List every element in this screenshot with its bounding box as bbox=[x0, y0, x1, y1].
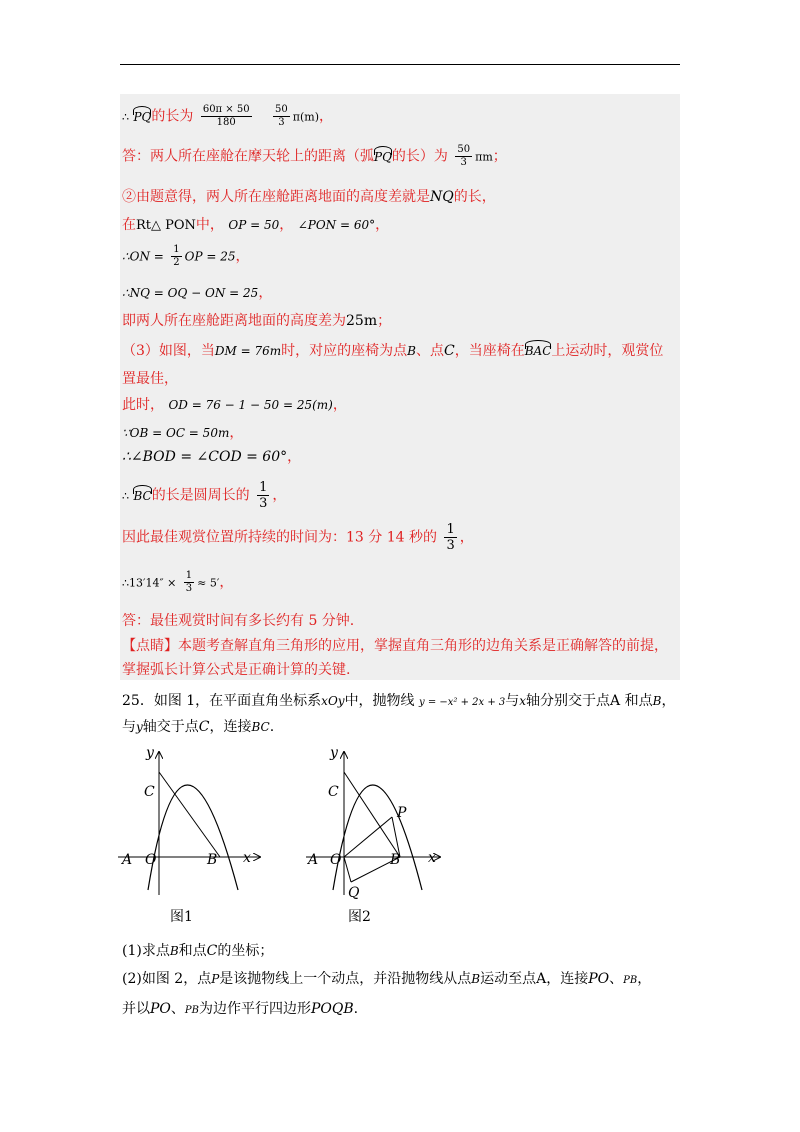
label-a: A bbox=[308, 852, 319, 868]
label-y: y bbox=[146, 745, 154, 761]
fraction: $\frac{60\pi \times 50}{180}$ bbox=[202, 104, 250, 128]
fraction: $\frac{50}{3}$ bbox=[275, 104, 288, 128]
arc-bac: BAC bbox=[525, 340, 552, 358]
arc-bc: BC bbox=[133, 485, 151, 503]
answer-line-13: ∴ BC的长是圆周长的 $\frac{1}{3}$ ， bbox=[122, 480, 287, 511]
label-c: C bbox=[328, 784, 339, 800]
answer-line-16: 答：最佳观赏时间有多长约有 5 分钟. bbox=[122, 613, 355, 629]
label-y: y bbox=[330, 745, 338, 761]
answer-line-6: ∴NQ = OQ − ON = 25， bbox=[122, 285, 273, 301]
parabola bbox=[148, 785, 238, 890]
arc-pq: PQ bbox=[374, 146, 392, 164]
label-o: O bbox=[145, 852, 157, 868]
answer-line-5: ∴ON = $\frac{1}{2}$ OP = 25， bbox=[122, 244, 250, 268]
label-x: x bbox=[243, 850, 251, 866]
label-c: C bbox=[144, 784, 155, 800]
fraction: $\frac{50}{3}$ bbox=[457, 144, 471, 168]
answer-line-11: ∵OB = OC = 50m， bbox=[122, 425, 244, 441]
answer-line-1: ∴ PQ的长为 $\frac{60\pi \times 50}{180}$ $\frac{50}{3}$ π(m)， bbox=[122, 104, 334, 128]
subquestion-2-line-2: 并以PO、PB为边作平行四边形POQB. bbox=[122, 1001, 359, 1017]
label-a: A bbox=[122, 852, 133, 868]
answer-line-3: ②由题意得，两人所在座舱距离地面的高度差就是NQ的长， bbox=[122, 189, 496, 205]
question-25-line-2: 与y轴交于点C，连接BC. bbox=[122, 719, 275, 735]
header-rule bbox=[120, 64, 680, 65]
subquestion-2-line-1: (2)如图 2，点P是该抛物线上一个动点，并沿抛物线从点B运动至点A，连接PO、PB， bbox=[122, 971, 652, 987]
figure-2-caption: 图2 bbox=[348, 909, 371, 925]
segment-oq bbox=[344, 857, 351, 882]
segment-po bbox=[344, 817, 392, 857]
question-25-line-1: 25．如图 1，在平面直角坐标系xOy中，抛物线 y = −x² + 2x + 3与x轴分别交于点A 和点B， bbox=[122, 693, 676, 709]
label-p: P bbox=[397, 805, 407, 821]
label-b: B bbox=[390, 852, 401, 868]
answer-line-4: 在Rt△ PON中， OP = 50， ∠PON = 60°， bbox=[122, 217, 390, 233]
answer-line-7: 即两人所在座舱距离地面的高度差为25m； bbox=[122, 313, 392, 329]
answer-line-2: 答：两人所在座舱在摩天轮上的距离（弧PQ的长）为 $\frac{50}{3}$ πm； bbox=[122, 144, 507, 168]
answer-line-12: ∴∠BOD = ∠COD = 60°， bbox=[122, 449, 302, 465]
answer-line-14: 因此最佳观赏位置所持续的时间为：13 分 14 秒的 $\frac{1}{3}$ ， bbox=[122, 522, 474, 553]
label-b: B bbox=[207, 852, 218, 868]
subquestion-1: (1)求点B和点C的坐标； bbox=[122, 943, 274, 959]
fraction: $\frac{1}{2}$ bbox=[173, 244, 180, 268]
figure-1-caption: 图1 bbox=[170, 909, 193, 925]
figure-1 bbox=[110, 740, 280, 900]
answer-line-10: 此时， OD = 76 − 1 − 50 = 25(m)， bbox=[122, 397, 347, 413]
answer-line-8: （3）如图，当DM = 76m时，对应的座椅为点B、点C，当座椅在BAC上运动时，观赏位 bbox=[122, 340, 663, 360]
fraction: $\frac{1}{3}$ bbox=[259, 480, 268, 511]
label-q: Q bbox=[348, 885, 360, 900]
fraction: $\frac{1}{3}$ bbox=[185, 570, 193, 594]
comment-line-1: 【点睛】本题考查解直角三角形的应用，掌握直角三角形的边角关系是正确解答的前提， bbox=[122, 638, 668, 654]
fraction: $\frac{1}{3}$ bbox=[446, 522, 455, 553]
parabola bbox=[333, 785, 422, 890]
arc-pq: PQ bbox=[133, 106, 151, 124]
comment-line-2: 掌握弧长计算公式是正确计算的关键. bbox=[122, 662, 351, 678]
figure-2 bbox=[298, 740, 468, 900]
label-x: x bbox=[428, 850, 436, 866]
label-o: O bbox=[330, 852, 342, 868]
answer-line-15: ∴13′14″ × $\frac{1}{3}$ ≈ 5′， bbox=[122, 570, 234, 594]
answer-line-9: 置最佳， bbox=[122, 371, 178, 387]
